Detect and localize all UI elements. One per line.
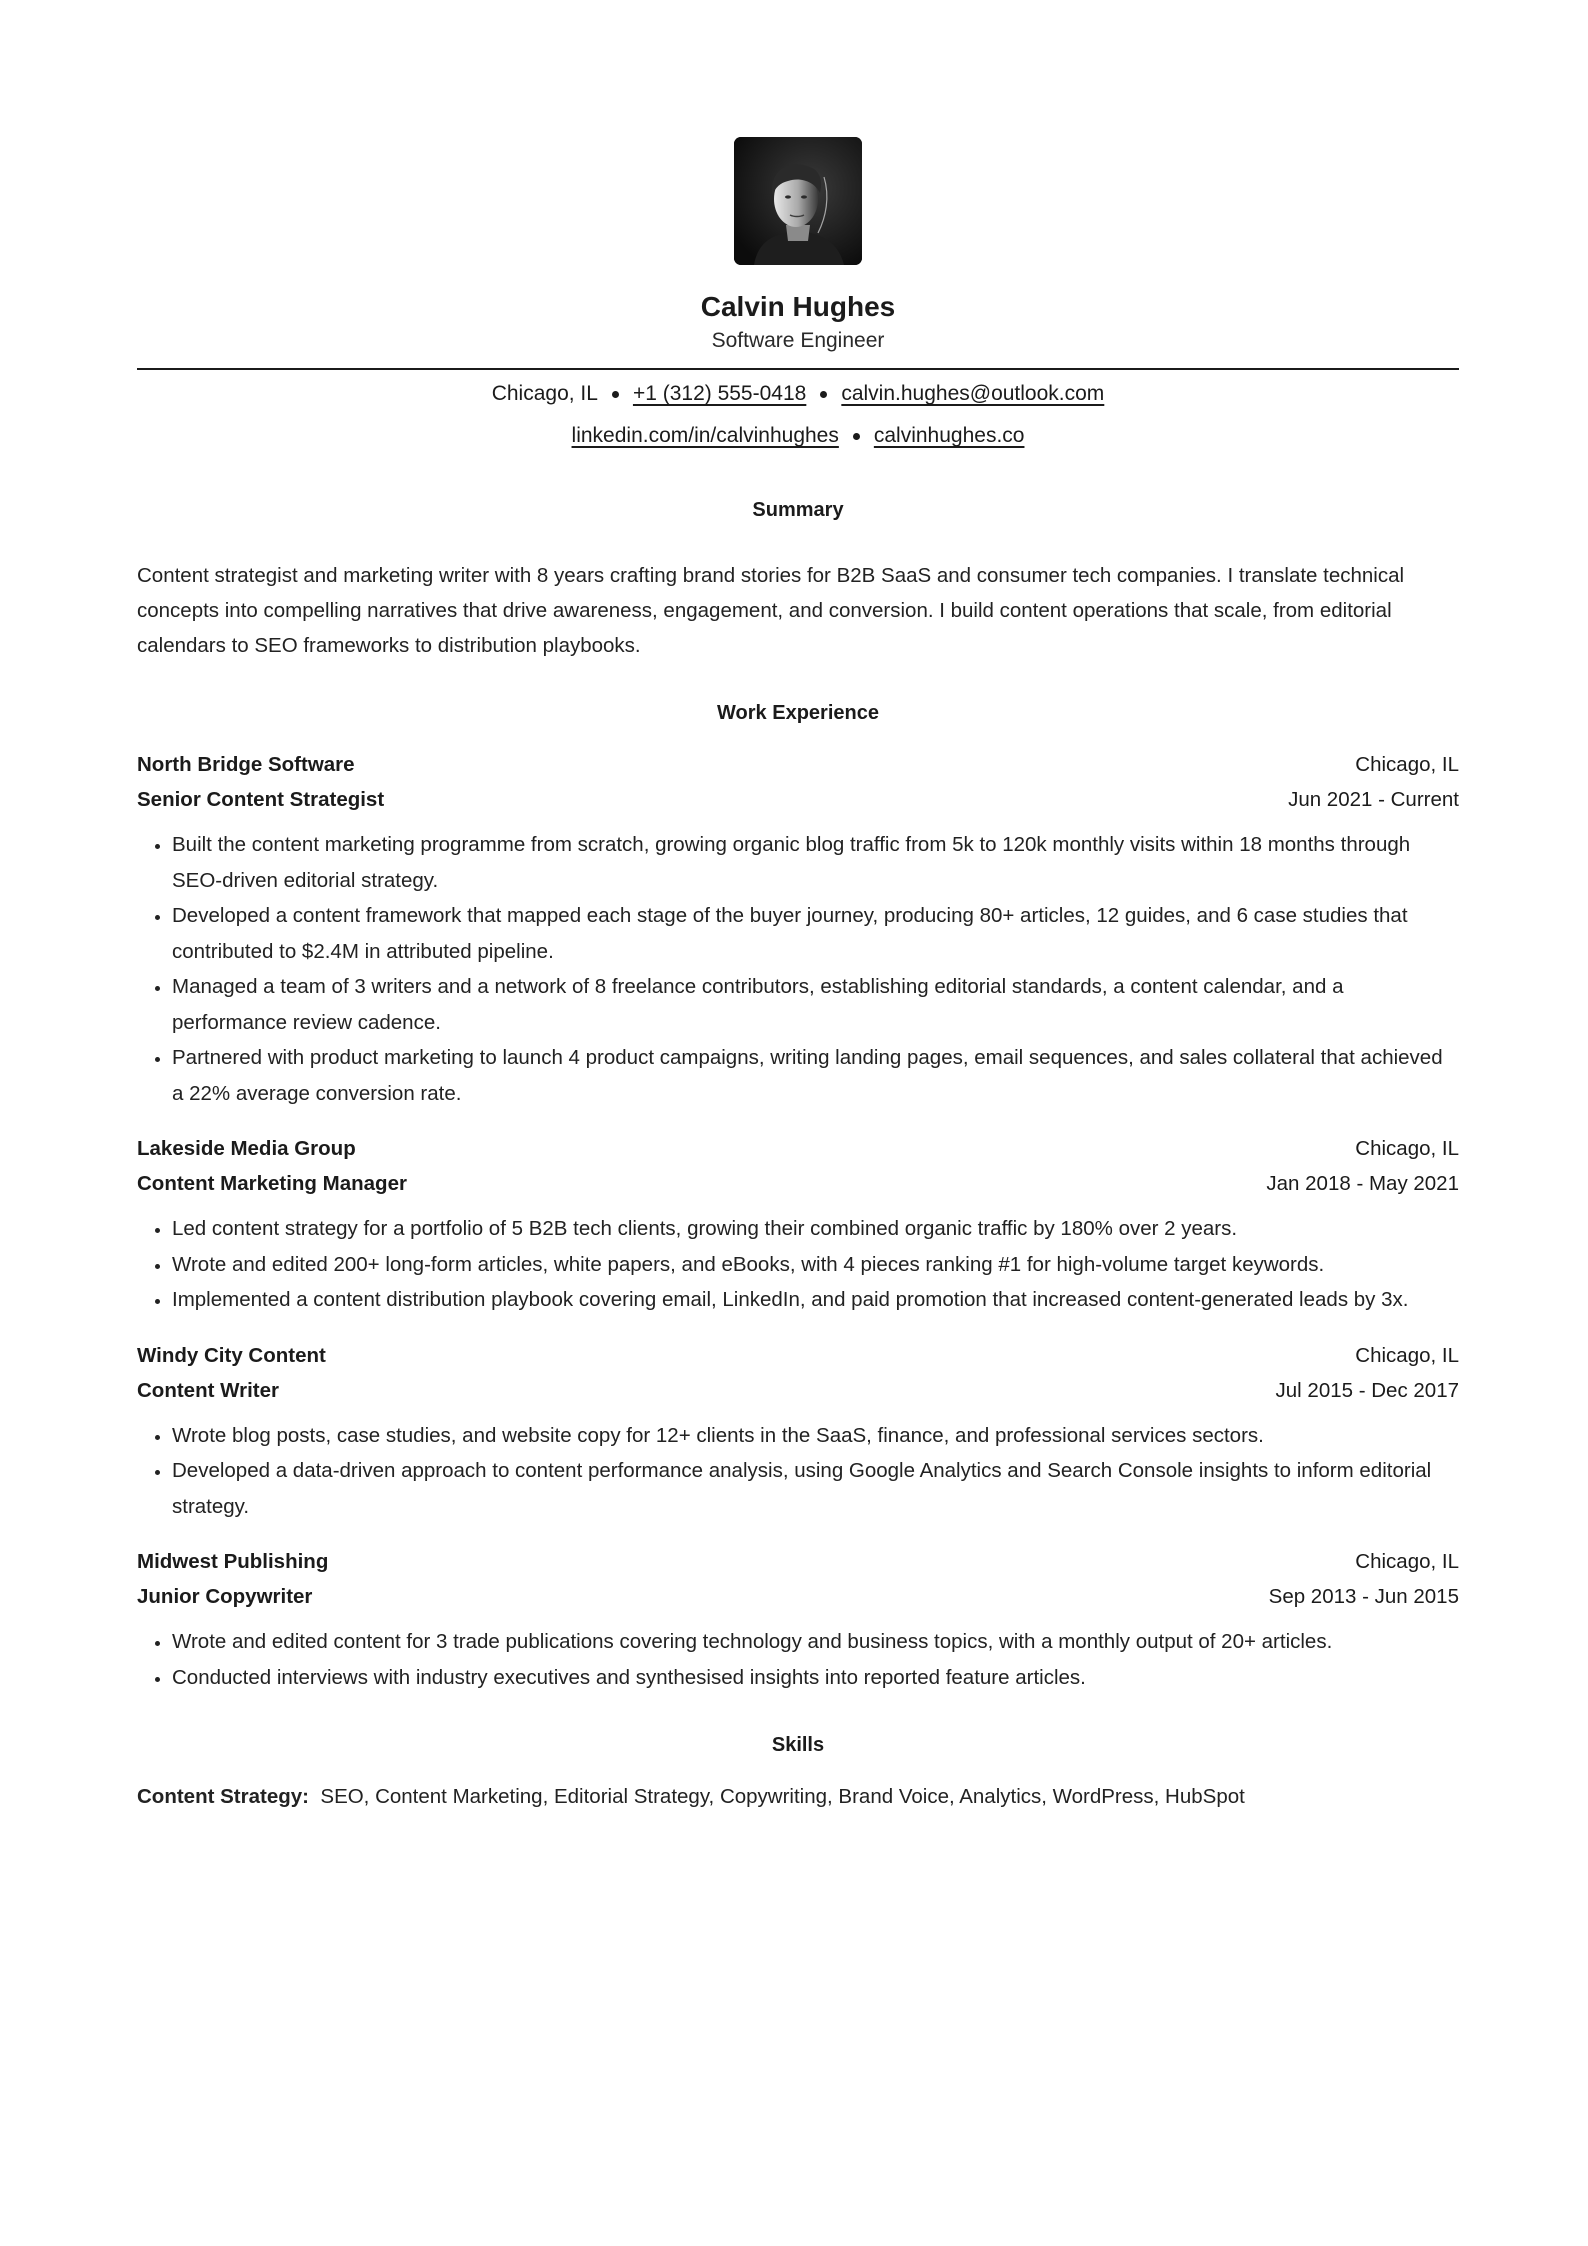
phone-link[interactable]: +1 (312) 555-0418: [632, 382, 807, 405]
job-bullets: [137, 1624, 1459, 1695]
bullet-item: • Wrote and edited 200+ long-form articles, white papers, and eBooks, with 4 pieces ranking #1 for high-volume target keywords.: [172, 1247, 1459, 1283]
skills-line: [137, 1779, 1459, 1814]
job-dates: Jan 2018 - May 2021: [1266, 1172, 1459, 1195]
contact-line-2: [137, 422, 1459, 450]
resume-content: [137, 137, 1459, 1814]
bullet-item: • Partnered with product marketing to launch 4 product campaigns, writing landing pages, email sequences, and sales collateral that achieved a 22% average conversion rate.: [172, 1040, 1459, 1111]
bullet-item: • Conducted interviews with industry executives and synthesised insights into reported feature articles.: [172, 1660, 1459, 1696]
summary-text: Content strategist and marketing writer with 8 years crafting brand stories for B2B SaaS and consumer tech companies. I translate technical concepts into compelling narratives that drive awareness, engagement, and conversion. I build content operations that scale, from editorial calendars to SEO frameworks to distribution playbooks.: [137, 564, 1405, 657]
candidate-title: Software Engineer: [711, 329, 885, 352]
bullet-item: • Developed a data-driven approach to content performance analysis, using Google Analytics and Search Console insights to inform editorial strategy.: [172, 1453, 1459, 1524]
job-dates: Sep 2013 - Jun 2015: [1268, 1585, 1459, 1608]
job-dates: Jul 2015 - Dec 2017: [1275, 1378, 1459, 1402]
company-name: Windy City Content: [137, 1343, 326, 1367]
job-role: Content Writer: [137, 1378, 279, 1402]
job-role: Junior Copywriter: [137, 1585, 313, 1608]
separator-dot: [820, 391, 827, 398]
company-name: Lakeside Media Group: [137, 1137, 356, 1160]
bullet-item: • Managed a team of 3 writers and a network of 8 freelance contributors, establishing editorial standards, a content calendar, and a performance review cadence.: [172, 969, 1459, 1040]
bullet-item: • Wrote and edited content for 3 trade publications covering technology and business topics, with a monthly output of 20+ articles.: [172, 1624, 1459, 1660]
bullet-item: • Built the content marketing programme from scratch, growing organic blog traffic from 5k to 120k monthly visits within 18 months through SEO-driven editorial strategy.: [172, 827, 1459, 898]
separator-dot: [612, 391, 619, 398]
job-dates: Jun 2021 - Current: [1288, 788, 1459, 811]
job-entry: [137, 747, 1459, 1111]
header-divider: [137, 368, 1459, 370]
email-link[interactable]: calvin.hughes@outlook.com: [841, 382, 1105, 405]
company-name: Midwest Publishing: [137, 1550, 329, 1573]
bullet-item: • Implemented a content distribution playbook covering email, LinkedIn, and paid promotion that increased content-generated leads by 3x.: [172, 1282, 1459, 1318]
job-bullets: [137, 1211, 1459, 1318]
experience-heading: Work Experience: [717, 702, 879, 724]
skills-value: SEO, Content Marketing, Editorial Strategy, Copywriting, Brand Voice, Analytics, WordPress, HubSpot: [320, 1785, 1245, 1808]
linkedin-link[interactable]: linkedin.com/in/calvinhughes: [571, 424, 839, 447]
job-entry: [137, 1131, 1459, 1318]
job-bullets: [137, 1418, 1459, 1525]
separator-dot: [853, 433, 860, 440]
website-link[interactable]: calvinhughes.co: [873, 424, 1025, 447]
company-name: North Bridge Software: [137, 753, 355, 776]
job-role: Content Marketing Manager: [137, 1172, 407, 1195]
summary-heading: Summary: [752, 499, 844, 521]
bullet-item: • Wrote blog posts, case studies, and website copy for 12+ clients in the SaaS, finance, and professional services sectors.: [172, 1418, 1459, 1454]
job-location: Chicago, IL: [1355, 753, 1459, 776]
skills-label: Content Strategy:: [137, 1785, 309, 1808]
skills-heading: Skills: [771, 1734, 825, 1756]
job-entry: [137, 1544, 1459, 1695]
job-location: Chicago, IL: [1355, 1550, 1459, 1573]
job-bullets: [137, 827, 1459, 1111]
job-location: Chicago, IL: [1355, 1137, 1459, 1160]
bullet-item: • Developed a content framework that mapped each stage of the buyer journey, producing 80+ articles, 12 guides, and 6 case studies that contributed to $2.4M in attributed pipeline.: [172, 898, 1459, 969]
contact-line-1: [137, 380, 1459, 408]
job-entry: [137, 1338, 1459, 1525]
job-location: Chicago, IL: [1355, 1343, 1459, 1367]
profile-photo: [734, 137, 862, 265]
profile-photo-wrap: [137, 137, 1459, 265]
candidate-name: Calvin Hughes: [700, 291, 896, 322]
job-role: Senior Content Strategist: [137, 788, 385, 811]
portrait-image: [734, 137, 862, 265]
location-text: Chicago, IL: [491, 382, 598, 405]
bullet-item: • Led content strategy for a portfolio of 5 B2B tech clients, growing their combined organic traffic by 180% over 2 years.: [172, 1211, 1459, 1247]
